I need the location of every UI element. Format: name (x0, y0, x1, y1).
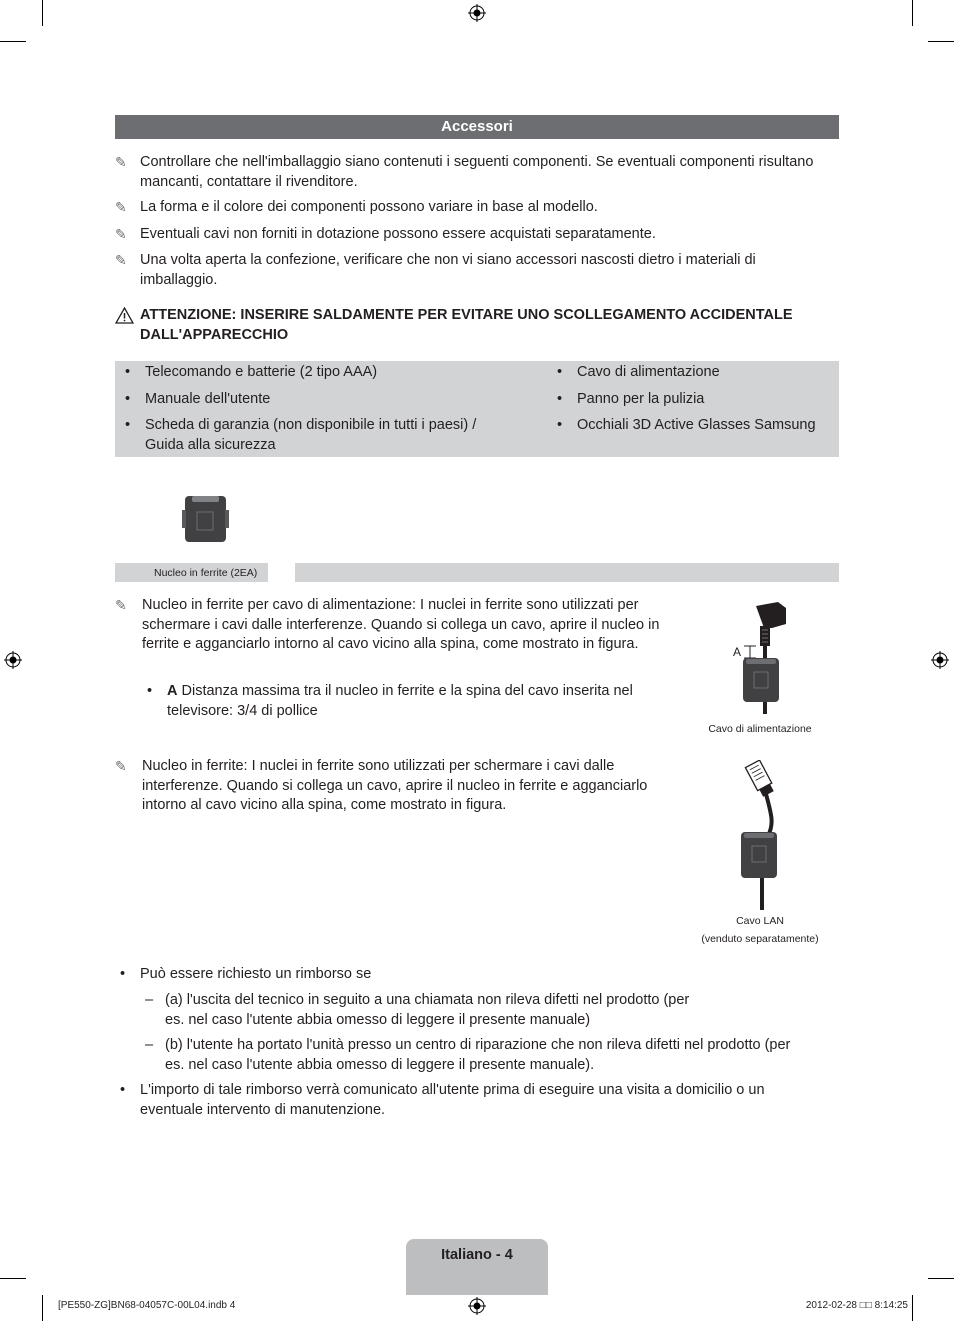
crop-mark (42, 0, 43, 26)
list-item: • Cavo di alimentazione (557, 364, 720, 380)
page-number: Italiano - 4 (441, 1247, 513, 1263)
registration-mark-icon (931, 651, 949, 669)
section-title: Accessori (115, 115, 839, 139)
list-item: • Occhiali 3D Active Glasses Samsung (557, 417, 816, 433)
lan-cable-caption: Cavo LAN (736, 915, 784, 927)
crop-mark (912, 1295, 913, 1321)
list-item: – (b) l'utente ha portato l'unità presso un centro di riparazione che non rileva difetti nel prodotto (per es. nel caso l'utente abbia omesso di leggere il presente manuale). (145, 1037, 791, 1073)
lan-cable-image (728, 760, 796, 910)
crop-mark (0, 41, 26, 42)
print-file-name: [PE550-ZG]BN68-04057C-00L04.indb 4 (58, 1300, 236, 1311)
list-item: – (a) l'uscita del tecnico in seguito a una chiamata non rileva difetti nel prodotto (per es. nel caso l'utente abbia omesso di leggere il presente manuale) (145, 992, 690, 1028)
crop-mark (928, 41, 954, 42)
list-item: • Manuale dell'utente (125, 391, 271, 407)
pencil-note-icon: ✎ (115, 597, 127, 613)
print-timestamp: 2012-02-28 □□ 8:14:25 (805, 1300, 908, 1311)
crop-mark (912, 0, 913, 26)
ferrite-caption: Nucleo in ferrite (2EA) (154, 567, 258, 579)
note-item: ✎ Nucleo in ferrite: I nuclei in ferrite sono utilizzati per schermare i cavi dalle interferenze. Quando si collega un cavo, aprire il nucleo in ferrite e agganciarlo intorno al cavo vicino alla spina, come mostrato in figura. (115, 758, 648, 813)
registration-mark-icon (468, 1297, 486, 1315)
crop-mark (928, 1278, 954, 1279)
registration-mark-icon (468, 4, 486, 22)
note-item: ✎ Controllare che nell'imballaggio siano contenuti i seguenti componenti. Se eventuali componenti risultano mancanti, contattare il rivenditore. (115, 154, 814, 190)
list-item: • Panno per la pulizia (557, 391, 705, 407)
power-cord-caption: Cavo di alimentazione (708, 723, 812, 735)
note-item: ✎ Una volta aperta la confezione, verificare che non vi siano accessori nascosti dietro i materiali di imballaggio. (115, 252, 756, 288)
note-item: ✎ Nucleo in ferrite per cavo di alimentazione: I nuclei in ferrite sono utilizzati per schermare i cavi dalle interferenze. Quando si collega un cavo, aprire il nucleo in ferrite e agganciarlo intorno al cavo vicino alla spina, come mostrato in figura. (115, 597, 660, 652)
crop-mark (42, 1295, 43, 1321)
registration-mark-icon (4, 651, 22, 669)
lan-cable-caption-note: (venduto separatamente) (701, 933, 819, 945)
pencil-note-icon: ✎ (115, 252, 127, 268)
list-item: • Telecomando e batterie (2 tipo AAA) (125, 364, 378, 380)
pencil-note-icon: ✎ (115, 226, 127, 242)
list-item: • Scheda di garanzia (non disponibile in tutti i paesi) / Guida alla sicurezza (125, 417, 477, 453)
warning-triangle-icon (115, 307, 134, 324)
ferrite-core-image (182, 494, 230, 544)
list-item: • Può essere richiesto un rimborso se (120, 966, 372, 982)
list-item: • L'importo di tale rimborso verrà comunicato all'utente prima di eseguire una visita a domicilio o un eventuale intervento di manutenzione. (120, 1082, 765, 1118)
pencil-note-icon: ✎ (115, 199, 127, 215)
note-item: ✎ La forma e il colore dei componenti possono variare in base al modello. (115, 198, 815, 218)
crop-mark (0, 1278, 26, 1279)
list-item: • A Distanza massima tra il nucleo in ferrite e la spina del cavo inserita nel televisore: 3/4 di pollice (147, 683, 633, 719)
figure-label-a: A (733, 645, 742, 659)
pencil-note-icon: ✎ (115, 758, 127, 774)
warning-message: ATTENZIONE: INSERIRE SALDAMENTE PER EVITARE UNO SCOLLEGAMENTO ACCIDENTALE DALL'APPARECCHIO (115, 306, 845, 345)
pencil-note-icon: ✎ (115, 154, 127, 170)
note-item: ✎ Eventuali cavi non forniti in dotazione possono essere acquistati separatamente. (115, 225, 815, 245)
